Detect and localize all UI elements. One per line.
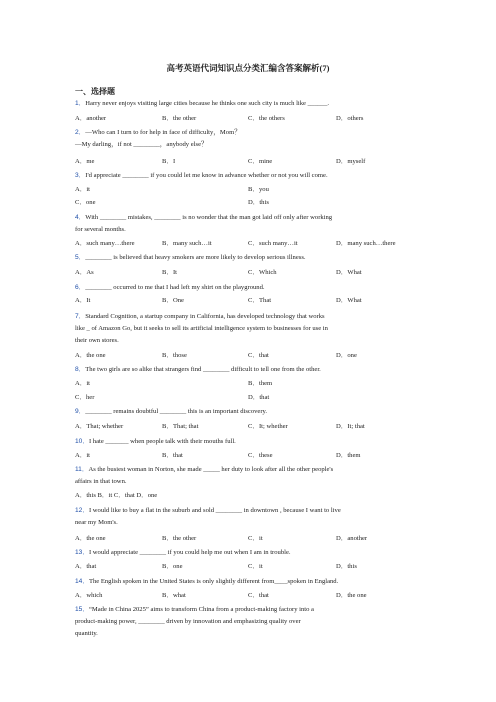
answer-option: C．these bbox=[248, 452, 273, 459]
question-5-stem-line bbox=[75, 254, 425, 262]
question-number: 15． bbox=[75, 606, 89, 613]
answer-option: B．you bbox=[248, 186, 269, 193]
question-11-stem-line bbox=[75, 478, 425, 486]
question-text: —My darling，if not ________，anybody else？ bbox=[75, 141, 208, 148]
answer-option: A．That; whether bbox=[75, 423, 124, 430]
answer-option: D．What bbox=[336, 269, 362, 276]
question-number: 6． bbox=[75, 284, 86, 291]
question-7-stem-line bbox=[75, 325, 425, 333]
question-text: Standard Cognition, a startup company in California, has developed technology that works bbox=[85, 313, 325, 320]
answer-option: A．another bbox=[75, 115, 107, 122]
question-number: 14． bbox=[75, 578, 89, 585]
answer-option: A．which bbox=[75, 592, 103, 599]
question-12-stem-line bbox=[75, 507, 425, 515]
question-text: like _ of Amazon Go, but it seeks to sell its artificial intelligence system to businesses for use in bbox=[75, 325, 328, 332]
answer-option: A．As bbox=[75, 269, 94, 276]
answer-option: C．That bbox=[248, 297, 272, 304]
answer-option: B．them bbox=[248, 380, 273, 387]
question-9-stem-line bbox=[75, 408, 425, 416]
answer-option: A．It bbox=[75, 297, 91, 304]
question-11-stem-line bbox=[75, 466, 425, 474]
question-number: 3． bbox=[75, 172, 86, 179]
question-text: their own stores. bbox=[75, 337, 119, 344]
answer-option: C．one bbox=[75, 199, 96, 206]
question-text: ________ occurred to me that I had left my shirt on the playground. bbox=[85, 284, 265, 291]
question-number: 7． bbox=[75, 313, 86, 320]
answer-option: A．it bbox=[75, 452, 91, 459]
question-text: product-making power, ________ driven by innovation and emphasizing quality over bbox=[75, 618, 301, 625]
question-13-stem-line bbox=[75, 549, 425, 557]
question-text: I would like to buy a flat in the suburb and sold ________ in downtown , because I want to live bbox=[88, 507, 341, 514]
question-number: 1． bbox=[75, 100, 86, 107]
answer-option: D．It; that bbox=[336, 423, 365, 430]
question-15-stem-line bbox=[75, 630, 425, 638]
section-heading: 一、选择题 bbox=[75, 87, 115, 96]
question-4-stem-line bbox=[75, 226, 425, 234]
answer-option: C．it bbox=[248, 563, 263, 570]
answer-option: A．it bbox=[75, 380, 91, 387]
answer-option: B．that bbox=[162, 452, 183, 459]
answer-option: C．the others bbox=[248, 115, 285, 122]
answer-option: B．the other bbox=[162, 115, 197, 122]
question-text: ________ remains doubtful ________ this is an important discovery. bbox=[85, 408, 268, 415]
question-text: Harry never enjoys visiting large cities because he thinks one such city is much like ______. bbox=[85, 100, 330, 107]
question-number: 5． bbox=[75, 254, 86, 261]
question-text: affairs in that town. bbox=[75, 478, 127, 485]
answer-option: B．It bbox=[162, 269, 178, 276]
page-title: 高考英语代词知识点分类汇编含答案解析(7) bbox=[166, 63, 330, 73]
answer-option: B．I bbox=[162, 158, 176, 165]
question-7-stem-line bbox=[75, 337, 425, 345]
question-text: The two girls are so alike that strangers find ________ difficult to tell one from the other. bbox=[85, 366, 321, 373]
answer-option: D．others bbox=[336, 115, 364, 122]
question-number: 10． bbox=[75, 438, 89, 445]
answer-option: C．mine bbox=[248, 158, 273, 165]
question-1-stem-line bbox=[75, 100, 425, 108]
question-number: 4． bbox=[75, 214, 86, 221]
question-number: 8． bbox=[75, 366, 86, 373]
question-12-stem-line bbox=[75, 519, 425, 527]
answer-option: A．this B．it C．that D．one bbox=[75, 492, 158, 499]
question-number: 9． bbox=[75, 408, 86, 415]
question-15-stem-line bbox=[75, 618, 425, 626]
answer-option: A．it bbox=[75, 186, 91, 193]
question-number: 2． bbox=[75, 129, 86, 136]
answer-option: D．the one bbox=[336, 592, 367, 599]
question-number: 11． bbox=[75, 466, 89, 473]
answer-option: C．It; whether bbox=[248, 423, 288, 430]
answer-option: D．myself bbox=[336, 158, 366, 165]
answer-option: B．many such…it bbox=[162, 240, 212, 247]
question-text: near my Mom's. bbox=[75, 519, 118, 526]
question-text: I'd appreciate ________ if you could let me know in advance whether or not you will come. bbox=[85, 172, 328, 179]
question-2-stem-line bbox=[75, 141, 425, 149]
question-text: for several months. bbox=[75, 226, 126, 233]
question-text: ________ is believed that heavy smokers are more likely to develop serious illness. bbox=[85, 254, 306, 261]
question-text: As the busiest woman in Norton, she made _____ her duty to look after all the other people's bbox=[88, 466, 334, 473]
answer-option: A．me bbox=[75, 158, 95, 165]
question-number: 13． bbox=[75, 549, 89, 556]
question-text: —Who can I turn to for help in face of difficulty，Mom？ bbox=[85, 129, 241, 136]
answer-option: D．another bbox=[336, 535, 368, 542]
answer-option: B．That; that bbox=[162, 423, 199, 430]
question-text: quantity. bbox=[75, 630, 98, 637]
question-6-stem-line bbox=[75, 284, 425, 292]
answer-option: D．them bbox=[336, 452, 361, 459]
answer-option: A．the one bbox=[75, 352, 106, 359]
answer-option: A．such many…there bbox=[75, 240, 135, 247]
question-7-stem-line bbox=[75, 313, 425, 321]
question-text: With ________ mistakes, ________ is no wonder that the man got laid off only after working bbox=[85, 214, 333, 221]
answer-option: B．one bbox=[162, 563, 183, 570]
question-2-stem-line bbox=[75, 129, 425, 137]
answer-option: B．the other bbox=[162, 535, 197, 542]
answer-option: A．the one bbox=[75, 535, 106, 542]
question-8-stem-line bbox=[75, 366, 425, 374]
answer-option: C．that bbox=[248, 592, 269, 599]
answer-option: B．those bbox=[162, 352, 187, 359]
question-number: 12． bbox=[75, 507, 89, 514]
question-text: The English spoken in the United States is only slightly different from____spoken in England. bbox=[88, 578, 339, 585]
answer-option: C．that bbox=[248, 352, 269, 359]
question-4-stem-line bbox=[75, 214, 425, 222]
answer-option: C．Which bbox=[248, 269, 277, 276]
question-10-stem-line bbox=[75, 438, 425, 446]
answer-option: C．her bbox=[75, 394, 95, 401]
question-15-stem-line bbox=[75, 606, 425, 614]
answer-option: D．this bbox=[336, 563, 357, 570]
question-3-stem-line bbox=[75, 172, 425, 180]
answer-option: D．this bbox=[248, 199, 269, 206]
question-14-stem-line bbox=[75, 578, 425, 586]
answer-option: A．that bbox=[75, 563, 97, 570]
answer-option: C．it bbox=[248, 535, 263, 542]
answer-option: D．that bbox=[248, 394, 270, 401]
answer-option: B．what bbox=[162, 592, 186, 599]
question-text: I hate _______ when people talk with their mouths full. bbox=[88, 438, 236, 445]
answer-option: D．What bbox=[336, 297, 362, 304]
question-text: I would appreciate ________ if you could help me out when I am in trouble. bbox=[88, 549, 291, 556]
answer-option: B．One bbox=[162, 297, 184, 304]
answer-option: C．such many…it bbox=[248, 240, 298, 247]
answer-option: D．one bbox=[336, 352, 357, 359]
question-text: “Made in China 2025” aims to transform China from a product-making factory into a bbox=[88, 606, 314, 613]
answer-option: D．many such…there bbox=[336, 240, 396, 247]
